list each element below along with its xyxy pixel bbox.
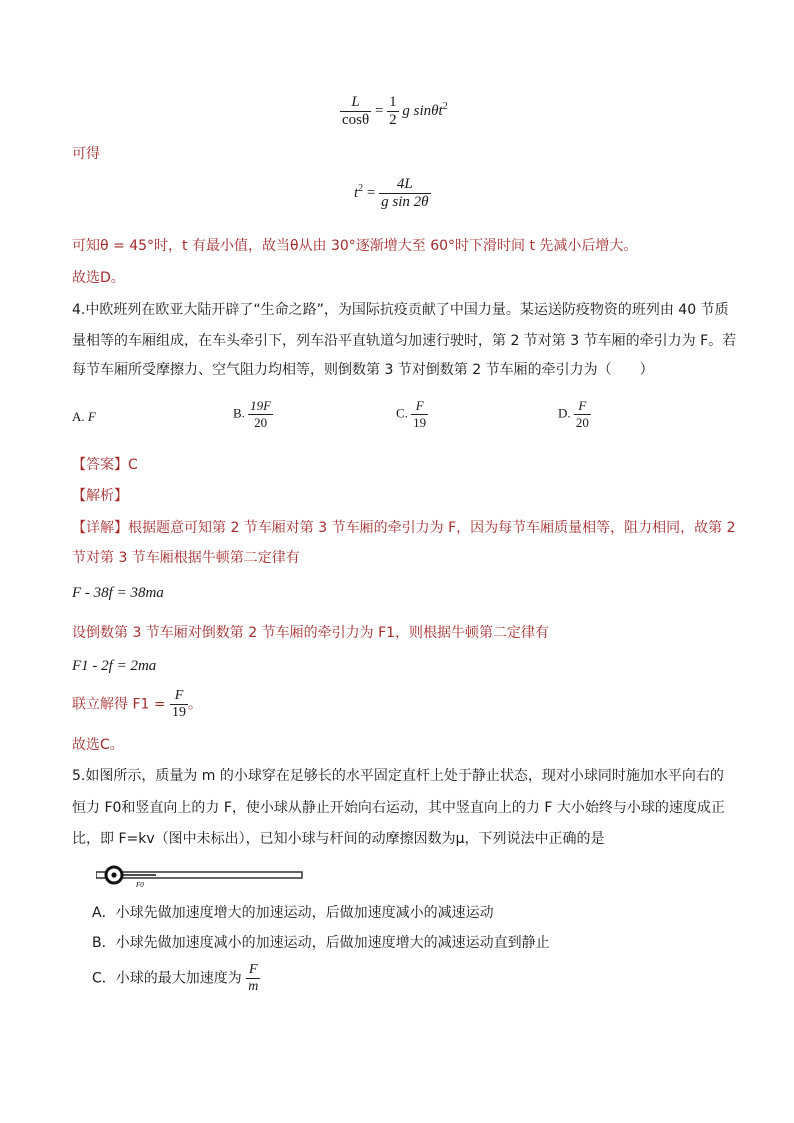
fraction-half: $\frac{1}{2}$ [389, 94, 397, 128]
q4-solve: 联立解得 F1 = $\frac{F}{19}$ 。 [72, 688, 203, 720]
q4-equation-a: F - 38f = 38ma [72, 585, 164, 601]
q5-line-3: 比，即 F=kv（图中未标出），已知小球与杆间的动摩擦因数为μ，下列说法中正确的是 [72, 831, 605, 847]
derive-label: 可得 [72, 146, 100, 162]
q5-option-a: A．小球先做加速度增大的加速运动，后做加速度减小的减速运动 [92, 905, 494, 921]
q4-equation-b: F1 - 2f = 2ma [72, 658, 157, 674]
q4-option-c: C. $\frac{F}{19}$ [396, 398, 427, 430]
conclusion-text: 可知θ = 45°时，t 有最小值，故当θ从由 30°逐渐增大至 60°时下滑时间 t 先减小后增大。 [72, 238, 638, 254]
equation-1: $\frac{L}{\cos\theta}$ = $\frac{1}{2}$ g sinθt$^2$ [342, 94, 448, 128]
equation-2: $t^2$ = $\frac{4L}{\text{g sin 2θ}}$ [354, 176, 429, 210]
q4-answer: 故选C。 [72, 737, 124, 753]
q4-detail-3: 设倒数第 3 节车厢对倒数第 2 节车厢的牵引力为 F1，则根据牛顿第二定律有 [72, 625, 550, 641]
q4-line-3: 每节车厢所受摩擦力、空气阻力均相等，则倒数第 3 节对倒数第 2 节车厢的牵引力为（ ） [72, 362, 654, 378]
q4-detail-2: 节对第 3 节车厢根据牛顿第二定律有 [72, 550, 300, 566]
rod-ball-figure [96, 864, 306, 890]
q5-option-b: B．小球先做加速度减小的加速运动，后做加速度增大的减速运动直到静止 [92, 935, 550, 951]
force-label: F0 [136, 881, 144, 889]
q5-option-c: C．小球的最大加速度为 $\frac{F}{m}$ [92, 962, 259, 994]
answer-q3: 故选D。 [72, 270, 125, 286]
q4-answer-tag: 【答案】C [72, 457, 138, 473]
q5-line-2: 恒力 F0和竖直向上的力 F，使小球从静止开始向右运动，其中竖直向上的力 F 大小始终与小球的速度成正 [72, 800, 725, 816]
q4-option-b: B. $\frac{19F}{20}$ [233, 398, 272, 430]
q4-line-1: 4.中欧班列在欧亚大陆开辟了“生命之路”，为国际抗疫贡献了中国力量。某运送防疫物资的班列由 40 节质 [72, 302, 729, 318]
q4-analysis-tag: 【解析】 [72, 488, 128, 504]
q5-line-1: 5.如图所示，质量为 m 的小球穿在足够长的水平固定直杆上处于静止状态，现对小球同时施加水平向右的 [72, 768, 724, 784]
q4-line-2: 量相等的车厢组成，在车头牵引下，列车沿平直轨道匀加速行驶时，第 2 节对第 3 节车厢的牵引力为 F。若 [72, 333, 737, 349]
q4-option-d: D. $\frac{F}{20}$ [558, 398, 589, 430]
q4-option-a: A. F [72, 409, 96, 424]
q4-detail-1: 【详解】根据题意可知第 2 节车厢对第 3 节车厢的牵引力为 F，因为每节车厢质量相等，阻力相同，故第 2 [72, 520, 736, 536]
fraction-l-over-cos: $\frac{L}{\cos\theta}$ [342, 94, 370, 128]
fraction-4l: $\frac{4L}{\text{g sin 2θ}}$ [381, 176, 429, 210]
